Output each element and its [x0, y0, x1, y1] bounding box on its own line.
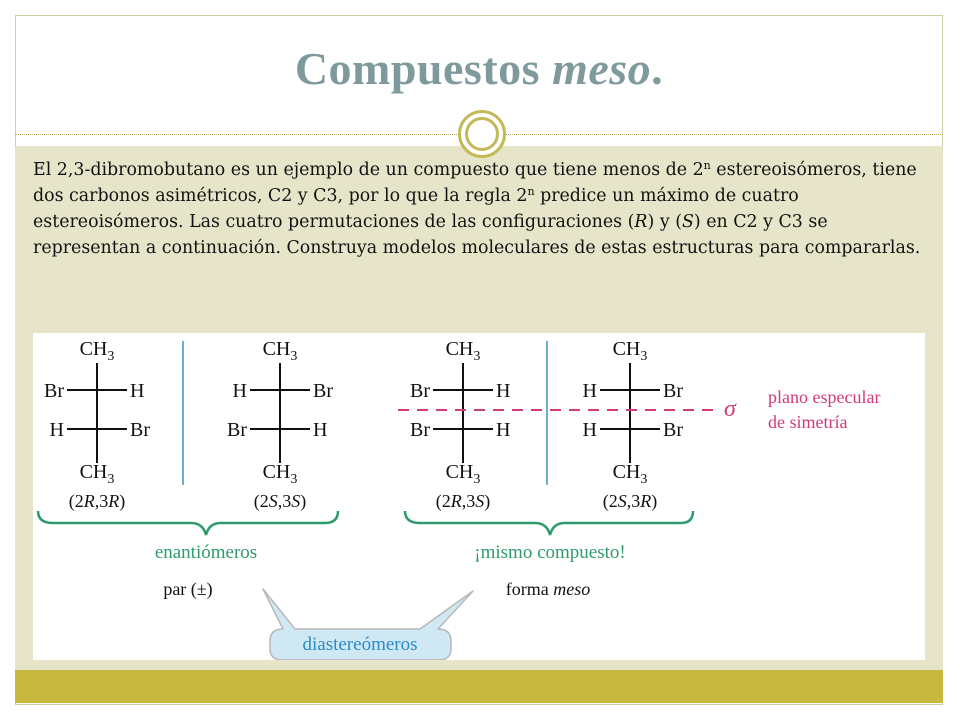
structure-4-c3-right: Br: [663, 419, 683, 441]
diastereomers-label: diastereómeros: [302, 634, 418, 655]
structure-2-c2-left: H: [232, 380, 247, 402]
para-text-5: ) en C2 y C3 se representan a continuación. Construya modelos moleculares de estas estructuras para compararlas.: [33, 212, 921, 258]
body-paragraph: [33, 157, 933, 261]
structure-4-c2-left: H: [582, 380, 597, 402]
mirror-plane-label-1: plano especular: [768, 387, 881, 407]
structure-3-c3-right: H: [496, 419, 511, 441]
para-s: S: [681, 212, 694, 232]
structure-4-configuration: (2S,3R): [602, 491, 658, 511]
structure-3-c2-left: Br: [410, 380, 430, 402]
para-sup-2: n: [527, 185, 535, 198]
structure-1-c3-left: H: [49, 419, 64, 441]
fischer-projections-svg: [33, 333, 925, 660]
sigma-symbol: σ: [724, 396, 736, 422]
mirror-plane-label-2: de simetría: [768, 412, 848, 432]
stereoisomers-figure: [33, 333, 925, 660]
structure-3-c3-left: Br: [410, 419, 430, 441]
structure-4-c3-left: H: [582, 419, 597, 441]
structure-1-configuration: (2R,3R): [68, 491, 126, 511]
circle-ornament-icon: [458, 110, 506, 158]
structure-4-bottom-ch3: $CH_3$: [612, 461, 648, 487]
structure-3-configuration: (2R,3S): [435, 491, 491, 511]
structure-1-top-ch3: $CH_3$: [79, 338, 115, 364]
title-main: Compuestos: [294, 43, 553, 94]
structure-2-top-ch3: $CH_3$: [262, 338, 298, 364]
slide-title: [15, 42, 943, 95]
structure-2-c3-left: Br: [227, 419, 247, 441]
para-text-2: estereoisómeros, tiene dos carbonos asimétricos, C2 y C3, por lo que la regla 2: [33, 160, 917, 206]
structure-2-c2-right: Br: [313, 380, 333, 402]
structure-1-c2-left: Br: [44, 380, 64, 402]
meso-form-pre: forma: [505, 579, 554, 599]
enantiomers-brace: [38, 511, 338, 535]
structure-1-bottom-ch3: $CH_3$: [79, 461, 115, 487]
para-r: R: [634, 212, 648, 232]
structure-2-configuration: (2S,3S): [253, 491, 307, 511]
meso-form-italic: meso: [553, 579, 591, 599]
racemic-pair-label: par (±): [163, 579, 213, 599]
enantiomers-label: enantiómeros: [154, 542, 258, 563]
meso-form-label: [506, 579, 590, 599]
title-italic: meso: [552, 43, 652, 94]
structure-3-top-ch3: $CH_3$: [445, 338, 481, 364]
para-text-3: predice un máximo de cuatro estereoisómeros. Las cuatro permutaciones de las configuraciones (: [33, 186, 799, 232]
structure-3-bottom-ch3: $CH_3$: [445, 461, 481, 487]
same-compound-brace: [405, 511, 693, 535]
bottom-bar: [15, 670, 943, 703]
para-text-1: El 2,3-dibromobutano es un ejemplo de un compuesto que tiene menos de 2: [33, 160, 704, 180]
structure-2-bottom-ch3: $CH_3$: [262, 461, 298, 487]
structure-4-c2-right: Br: [663, 380, 683, 402]
para-sup-1: n: [703, 159, 711, 172]
para-text-4: ) y (: [647, 212, 682, 232]
structure-3-c2-right: H: [496, 380, 511, 402]
title-end: .: [651, 43, 664, 94]
structure-1-c3-right: Br: [130, 419, 150, 441]
same-compound-label: ¡mismo compuesto!: [474, 542, 626, 563]
structure-1-c2-right: H: [130, 380, 145, 402]
structure-2-c3-right: H: [313, 419, 328, 441]
structure-4-top-ch3: $CH_3$: [612, 338, 648, 364]
